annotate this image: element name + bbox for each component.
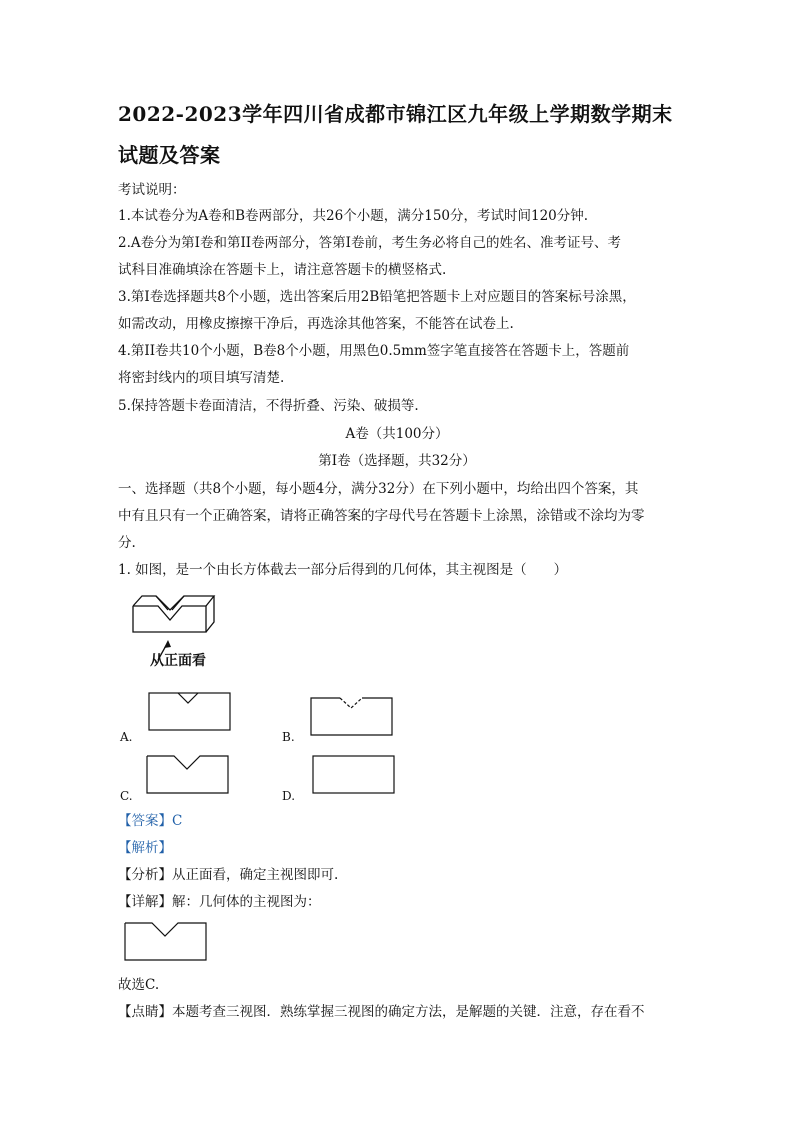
section-a-volume: A卷（共100分） [345, 426, 449, 442]
option-b-figure [310, 697, 394, 737]
instruction-line: 将密封线内的项目填写清楚. [118, 370, 285, 386]
section-part-one: 第I卷（选择题，共32分） [318, 453, 476, 469]
mcq-intro-line: 分. [118, 535, 136, 551]
document-title-line1: 2022-2023学年四川省成都市锦江区九年级上学期数学期末 [118, 102, 673, 126]
instruction-line: 5.保持答题卡卷面清洁，不得折叠、污染、破损等. [118, 398, 419, 414]
option-a-label: A. [120, 730, 133, 744]
instruction-line: 2.A卷分为第I卷和第II卷两部分，答第I卷前，考生务必将自己的姓名、准考证号、考 [118, 235, 621, 251]
option-a-figure [148, 692, 232, 732]
option-c-figure [146, 755, 230, 795]
analysis-fenxi: 【分析】从正面看，确定主视图即可. [118, 867, 339, 883]
option-d-figure [312, 755, 396, 795]
option-d-label: D. [282, 789, 296, 803]
top-right-edge [172, 596, 214, 610]
question-1-stem: 1. 如图，是一个由长方体截去一部分后得到的几何体，其主视图是（ ） [118, 562, 568, 578]
instruction-line: 4.第II卷共10个小题，B卷8个小题，用黑色0.5mm签字笔直接答在答题卡上，答题前 [118, 343, 630, 359]
answer-line: 【答案】C [118, 813, 183, 829]
conclusion-line: 故选C. [118, 977, 160, 993]
dianjing-line: 【点睛】本题考查三视图．熟练掌握三视图的确定方法，是解题的关键．注意，存在看不 [118, 1004, 645, 1020]
mcq-intro-line: 中有且只有一个正确答案，请将正确答案的字母代号在答题卡上涂黑，涂错或不涂均为零 [118, 508, 645, 524]
instruction-line: 试科目准确填涂在答题卡上，请注意答题卡的横竖格式. [118, 262, 447, 278]
option-c-label: C. [120, 789, 133, 803]
instruction-line: 3.第I卷选择题共8个小题，选出答案后用2B铅笔把答题卡上对应题目的答案标号涂黑， [118, 289, 636, 305]
instruction-line: 如需改动，用橡皮擦擦干净后，再选涂其他答案，不能答在试卷上. [118, 316, 514, 332]
option-b-label: B. [282, 730, 295, 744]
figure-caption: 从正面看 [150, 653, 206, 669]
solution-figure [124, 922, 210, 964]
instruction-line: 1.本试卷分为A卷和B卷两部分，共26个小题，满分150分，考试时间120分钟. [118, 208, 589, 224]
analysis-xiangjie: 【详解】解：几何体的主视图为： [118, 894, 321, 910]
analysis-label: 【解析】 [118, 840, 172, 856]
document-title-line2: 试题及答案 [118, 143, 221, 167]
view-arrow-head [164, 640, 171, 648]
mcq-intro-line: 一、选择题（共8个小题，每小题4分，满分32分）在下列小题中，均给出四个答案，其 [118, 481, 639, 497]
instructions-heading: 考试说明： [118, 182, 186, 198]
